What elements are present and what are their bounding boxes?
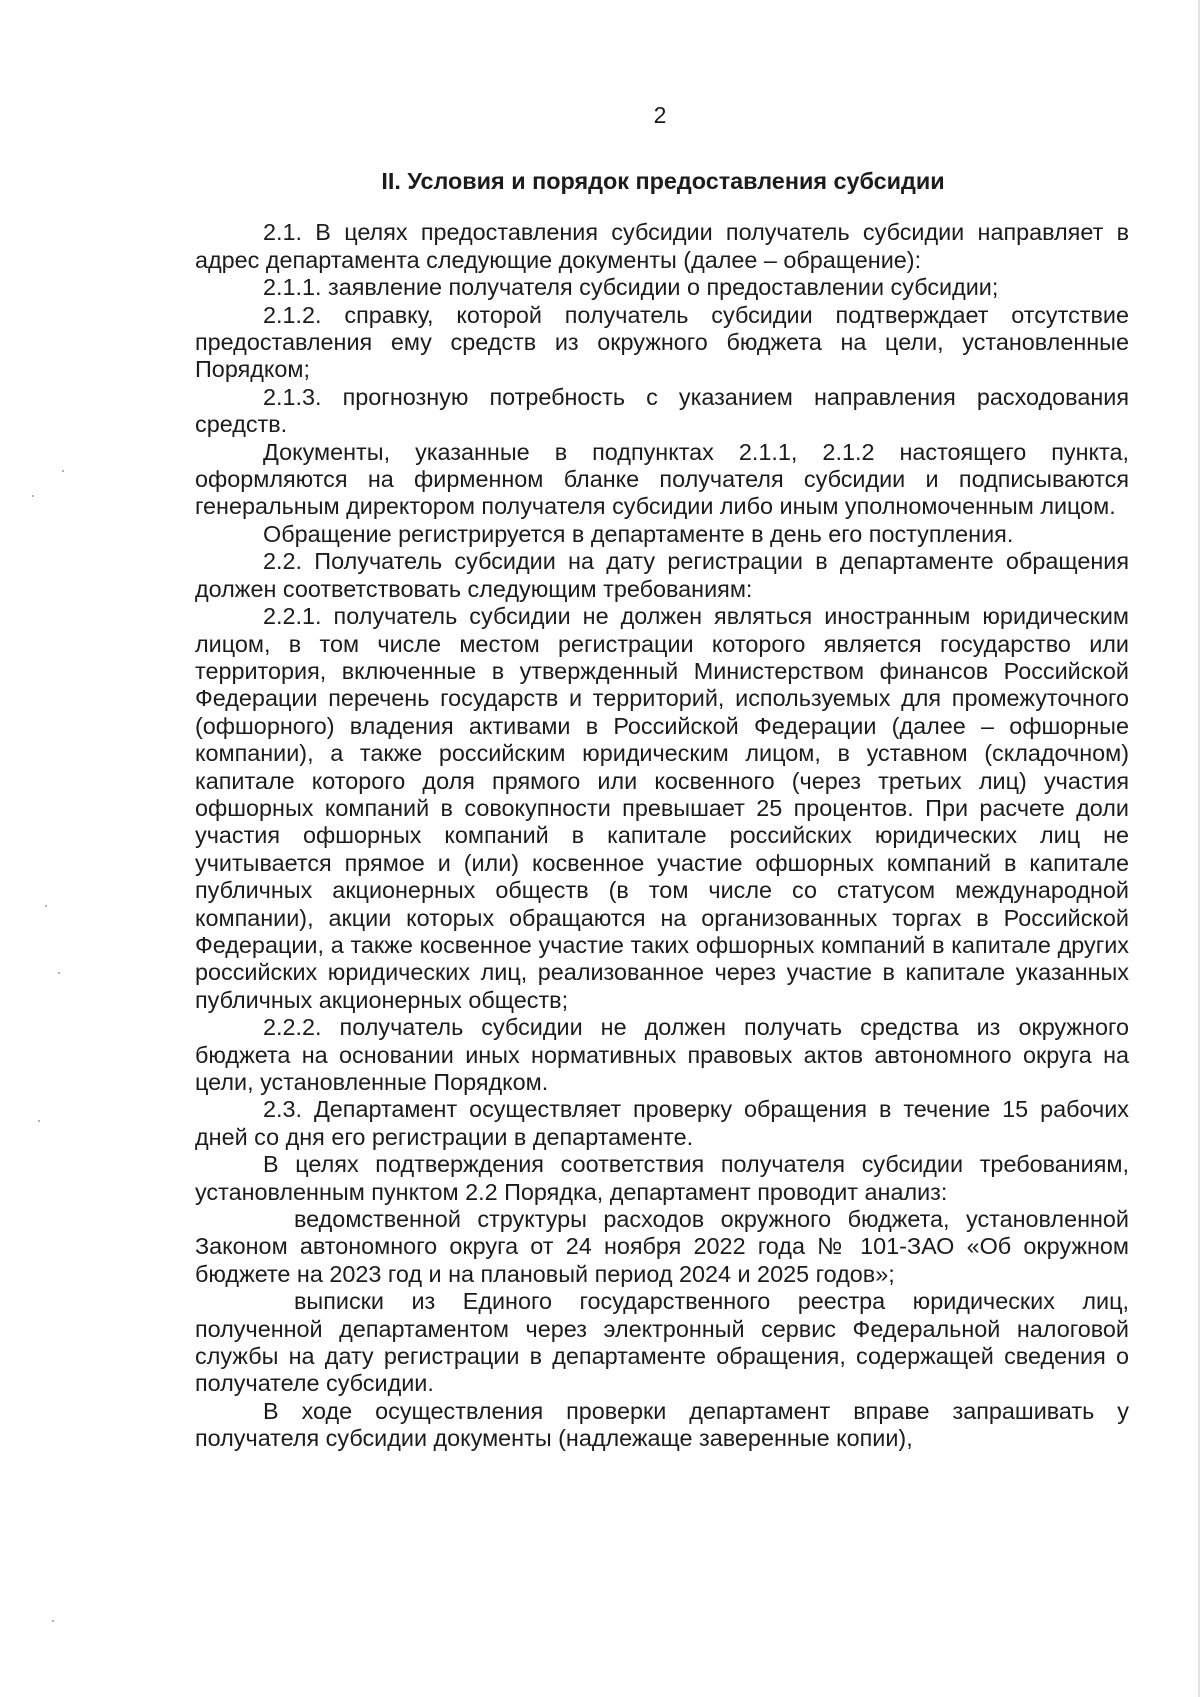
paragraph-registration: Обращение регистрируется в департаменте в день его поступления.	[263, 520, 1014, 547]
paragraph-2-1-2: 2.1.2. справку, которой получатель субсидии подтверждает отсутствие предоставления ему средств из окружного бюджета на цели, установленные Порядком;	[195, 301, 1129, 383]
paragraph-2-2: 2.2. Получатель субсидии на дату регистрации в департаменте обращения должен соответствовать следующим требованиям:	[195, 548, 1129, 602]
page-number: 2	[653, 102, 667, 128]
paragraph-budget-structure: ведомственной структуры расходов окружного бюджета, установленной Законом автономного округа от 24 ноября 2022 года № 101-ЗАО «Об окружном бюджете на 2023 год и на плановый период 2024 и 2025 годов»;	[195, 1206, 1129, 1287]
paragraph-2-2-1: 2.2.1. получатель субсидии не должен являться иностранным юридическим лицом, в том числе местом регистрации которого является государство или территория, включенные в утвержденный Министерством финансов Российской Федерации перечень государств и территорий, используемых для промежуточного (офшорного) владения активами в Российской Федерации (далее – офшорные компании), а также российским юридическим лицом, в уставном (складочном) капитале которого доля прямого или косвенного (через третьих лиц) участия офшорных компаний в совокупности превышает 25 процентов. При расчете доли участия офшорных компаний в капитале российских юридических лиц не учитывается прямое и (или) косвенное участие офшорных компаний в капитале публичных акционерных обществ (в том числе со статусом международной компании), акции которых обращаются на организованных торгах в Российской Федерации, а также косвенное участие таких офшорных компаний в капитале других российских юридических лиц, реализованное через участие в капитале указанных публичных акционерных обществ;	[195, 603, 1129, 1013]
paragraph-analysis: В целях подтверждения соответствия получателя субсидии требованиям, установленным пунктом 2.2 Порядка, департамент проводит анализ:	[195, 1151, 1129, 1205]
paragraph-2-1-3: 2.1.3. прогнозную потребность с указанием направления расходования средств.	[195, 383, 1129, 438]
paragraph-2-1-1: 2.1.1. заявление получателя субсидии о предоставлении субсидии;	[263, 274, 999, 301]
paragraph-documents-note: Документы, указанные в подпунктах 2.1.1, 2.1.2 настоящего пункта, оформляются на фирменном бланке получателя субсидии и подписываются генеральным директором получателя субсидии либо иным уполномоченным лицом.	[195, 438, 1129, 520]
paragraph-verification-requests: В ходе осуществления проверки департамент вправе запрашивать у получателя субсидии документы (надлежаще заверенные копии),	[195, 1397, 1129, 1452]
paragraph-2-3: 2.3. Департамент осуществляет проверку обращения в течение 15 рабочих дней со дня его регистрации в департаменте.	[195, 1096, 1129, 1150]
paragraph-2-2-2: 2.2.2. получатель субсидии не должен получать средства из окружного бюджета на основании иных нормативных правовых актов автономного округа на цели, установленные Порядком.	[195, 1014, 1129, 1095]
document-body	[195, 168, 1129, 1453]
section-title: II. Условия и порядок предоставления субсидии	[381, 168, 945, 194]
paragraph-2-1: 2.1. В целях предоставления субсидии получатель субсидии направляет в адрес департамента следующие документы (далее – обращение):	[195, 219, 1129, 273]
paragraph-egrul-extract: выписки из Единого государственного реестра юридических лиц, полученной департаментом через электронный сервис Федеральной налоговой службы на дату регистрации в департаменте обращения, содержащей сведения о получателе субсидии.	[195, 1288, 1129, 1397]
